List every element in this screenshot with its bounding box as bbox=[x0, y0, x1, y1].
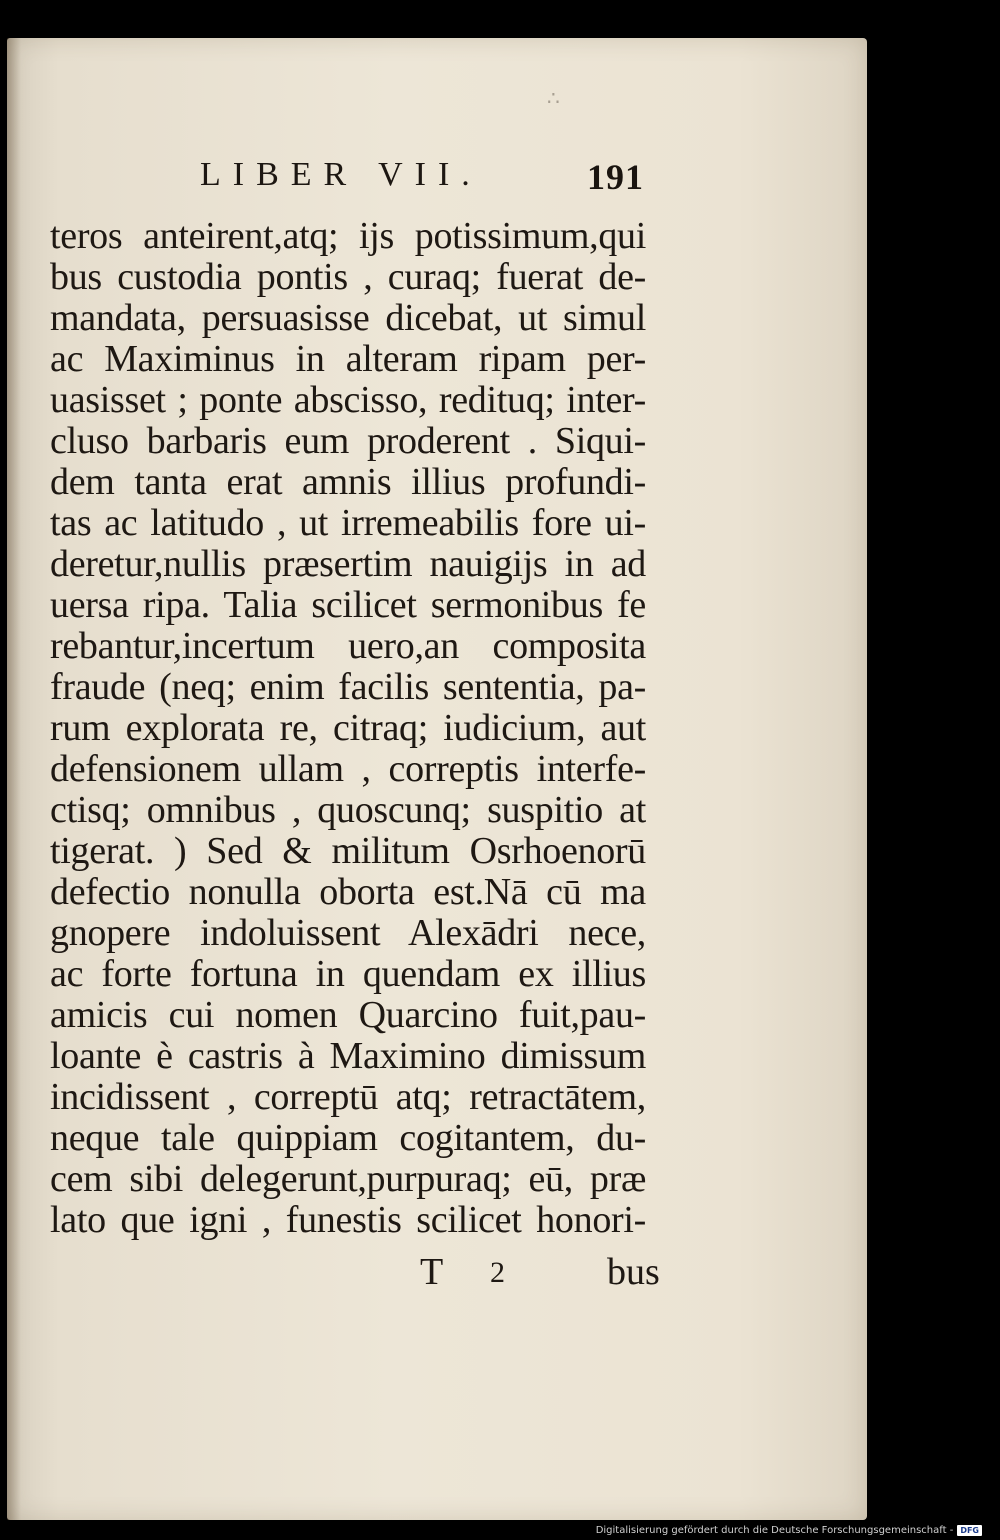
body-text bbox=[50, 216, 662, 1241]
page-number: 191 bbox=[587, 157, 644, 197]
text-line: gnopere indoluissent Alexādri nece, bbox=[50, 913, 646, 954]
credit-text: Digitalisierung gefördert durch die Deutsche Forschungsgemeinschaft - bbox=[595, 1525, 954, 1536]
text-line: defectio nonulla oborta est.Nā cū ma bbox=[50, 872, 646, 913]
text-line: tas ac latitudo , ut irremeabilis fore ui- bbox=[50, 503, 646, 544]
text-line: bus custodia pontis , curaq; fuerat de- bbox=[50, 257, 646, 298]
text-line: cem sibi delegerunt,purpuraq; eū, præ bbox=[50, 1159, 646, 1200]
dfg-logo: DFG bbox=[957, 1525, 982, 1536]
text-line: rum explorata re, citraq; iudicium, aut bbox=[50, 708, 646, 749]
text-line: tigerat. ) Sed & militum Osrhoenorū bbox=[50, 831, 646, 872]
text-line: mandata, persuasisse dicebat, ut simul bbox=[50, 298, 646, 339]
digitization-credit bbox=[596, 1525, 982, 1536]
text-line: fraude (neq; enim facilis sententia, pa- bbox=[50, 667, 646, 708]
text-line: incidissent , correptū atq; retractātem, bbox=[50, 1077, 646, 1118]
page-header bbox=[7, 156, 867, 206]
text-line: defensionem ullam , correptis interfe- bbox=[50, 749, 646, 790]
text-line: neque tale quippiam cogitantem, du- bbox=[50, 1118, 646, 1159]
text-line: amicis cui nomen Quarcino fuit,pau- bbox=[50, 995, 646, 1036]
page-footer bbox=[7, 1250, 867, 1298]
running-head: LIBER VII. bbox=[200, 156, 482, 193]
signature-number: 2 bbox=[490, 1256, 505, 1289]
text-line: uasisset ; ponte abscisso, redituq; inter- bbox=[50, 380, 646, 421]
text-line: dem tanta erat amnis illius profundi- bbox=[50, 462, 646, 503]
book-page bbox=[7, 38, 867, 1520]
page-mark: ∴ bbox=[547, 86, 560, 110]
text-line: deretur,nullis præsertim nauigijs in ad bbox=[50, 544, 646, 585]
text-line: uersa ripa. Talia scilicet sermonibus fe bbox=[50, 585, 646, 626]
text-line: lato que igni , funestis scilicet honori- bbox=[50, 1200, 646, 1241]
text-line: rebantur,incertum uero,an composita bbox=[50, 626, 646, 667]
signature-mark: T bbox=[420, 1251, 444, 1293]
text-line: teros anteirent,atq; ijs potissimum,qui bbox=[50, 216, 646, 257]
text-line: cluso barbaris eum proderent . Siqui- bbox=[50, 421, 646, 462]
catchword: bus bbox=[607, 1251, 660, 1293]
text-line: ctisq; omnibus , quoscunq; suspitio at bbox=[50, 790, 646, 831]
text-line: ac forte fortuna in quendam ex illius bbox=[50, 954, 646, 995]
text-line: loante è castris à Maximino dimissum bbox=[50, 1036, 646, 1077]
text-line: ac Maximinus in alteram ripam per- bbox=[50, 339, 646, 380]
